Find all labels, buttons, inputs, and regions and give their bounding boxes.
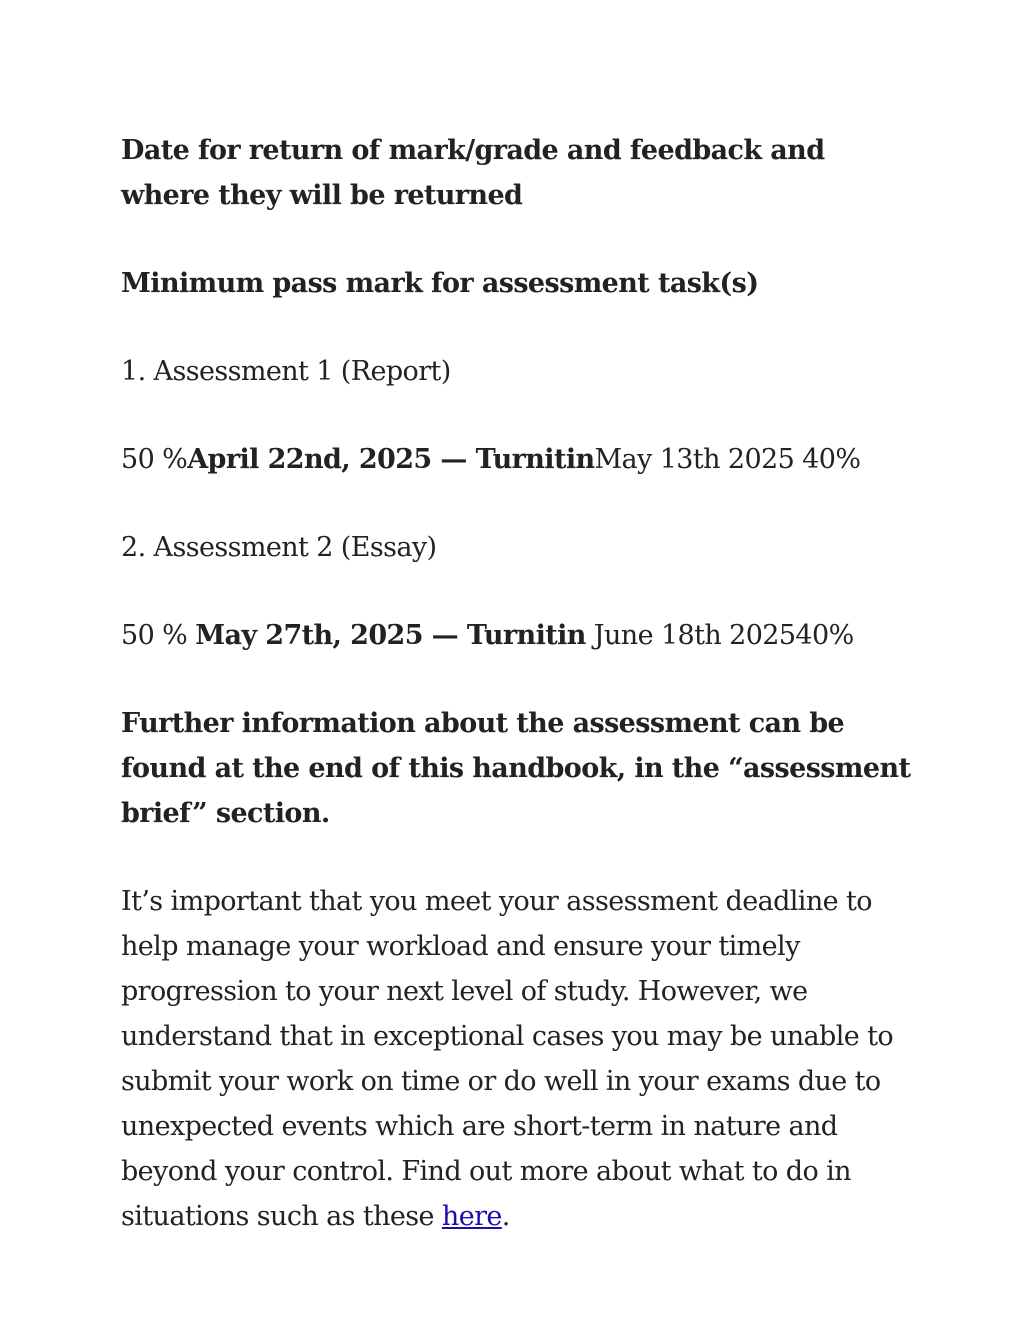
further-information-note: Further information about the assessment can be found at the end of this handbook, in the “assessment brief” section. [121,708,911,829]
assessment-1-details [121,437,911,482]
assessment-1-return-date: May 13th 2025 40% [594,444,861,475]
assessment-2-details [121,613,911,658]
assessment-2-return-date: June 18th 202540% [585,620,854,651]
assessment-1-title: 1. Assessment 1 (Report) [121,356,451,387]
heading-return-date: Date for return of mark/grade and feedback and where they will be returned [121,135,825,211]
assessment-1-deadline: April 22nd, 2025 — Turnitin [187,444,595,475]
assessment-2-title: 2. Assessment 2 (Essay) [121,532,437,563]
deadline-guidance-paragraph [121,879,911,1239]
heading-min-pass-mark: Minimum pass mark for assessment task(s) [121,268,759,299]
assessment-1-weight: 50 % [121,444,188,475]
here-link[interactable]: here [441,1201,502,1232]
trailing-period: . [501,1201,510,1232]
document-page [121,128,911,1239]
assessment-2-weight: 50 % [121,620,196,651]
assessment-2-deadline: May 27th, 2025 — Turnitin [195,620,586,651]
deadline-guidance-text: It’s important that you meet your assessment deadline to help manage your workload and ensure your timely progression to your next level of study. However, we understand that in exceptional cases you may be unable to submit your work on time or do well in your exams due to unexpected events which are short-term in nature and beyond your control. Find out more about what to do in situations such as these [121,886,894,1232]
